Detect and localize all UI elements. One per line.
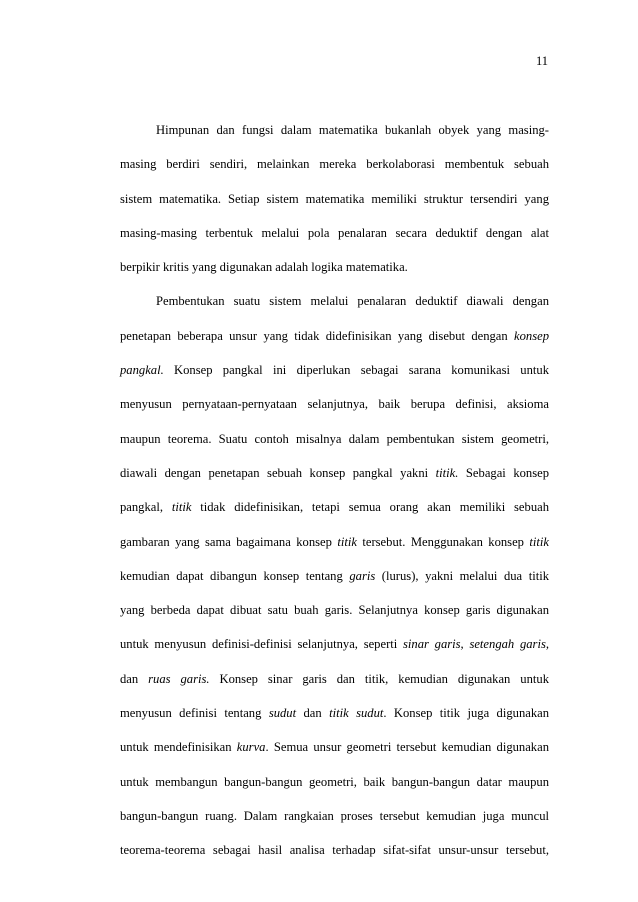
text-line: [120, 704, 549, 723]
text-segment: sistem matematika. Setiap sistem matematika memiliki struktur tersendiri yang: [120, 191, 549, 206]
text-segment: teorema-teorema sebagai hasil analisa terhadap sifat-sifat unsur-unsur tersebut,: [120, 843, 549, 858]
text-segment: menyusun definisi tentang: [120, 706, 269, 721]
text-segment: Konsep pangkal ini diperlukan sebagai sarana komunikasi untuk: [163, 363, 549, 378]
text-line: [120, 292, 549, 311]
text-segment: penetapan beberapa unsur yang tidak didefinisikan yang disebut dengan: [120, 328, 515, 343]
text-segment: yang berbeda dapat dibuat satu buah garis. Selanjutnya konsep garis digunakan: [120, 603, 549, 618]
text-segment: berpikir kritis yang digunakan adalah logika matematika.: [120, 260, 408, 275]
text-line: [120, 498, 549, 517]
italic-term: kurva: [236, 740, 266, 755]
text-line: [120, 533, 549, 552]
text-line: [120, 464, 549, 483]
text-segment: dan: [296, 706, 330, 721]
text-segment: Pembentukan suatu sistem melalui penalaran deduktif diawali dengan: [156, 294, 549, 309]
italic-term: ruas garis.: [148, 671, 210, 686]
text-line: [120, 670, 549, 689]
italic-term: titik sudut: [329, 706, 384, 721]
text-segment: tidak didefinisikan, tetapi semua orang akan memiliki sebuah: [191, 500, 549, 515]
italic-term: titik.: [435, 465, 459, 480]
text-line: [120, 601, 549, 620]
text-segment: menyusun pernyataan-pernyataan selanjutnya, baik berupa definisi, aksioma: [120, 397, 549, 412]
text-line: [120, 155, 549, 174]
italic-term: pangkal.: [120, 363, 164, 378]
text-segment: bangun-bangun ruang. Dalam rangkaian proses tersebut kemudian juga muncul: [120, 808, 549, 823]
text-line: [120, 361, 549, 380]
italic-term: titik: [171, 500, 192, 515]
text-line: [120, 258, 549, 277]
text-line: [120, 327, 549, 346]
text-line: [120, 567, 549, 586]
text-segment: dan: [120, 671, 149, 686]
text-segment: masing berdiri sendiri, melainkan mereka berkolaborasi membentuk sebuah: [120, 157, 549, 172]
text-segment: Konsep sinar garis dan titik, kemudian digunakan untuk: [209, 671, 549, 686]
italic-term: konsep: [514, 328, 549, 343]
italic-term: sinar garis, setengah garis,: [403, 637, 550, 652]
text-line: [120, 190, 549, 209]
text-segment: . Semua unsur geometri tersebut kemudian digunakan: [265, 740, 549, 755]
text-line: [120, 807, 549, 826]
text-segment: Himpunan dan fungsi dalam matematika bukanlah obyek yang masing-: [156, 123, 549, 137]
text-segment: untuk membangun bangun-bangun geometri, baik bangun-bangun datar maupun: [120, 774, 549, 789]
text-line: [120, 773, 549, 792]
text-segment: Sebagai konsep: [458, 465, 550, 480]
text-line: [120, 224, 549, 243]
text-segment: untuk mendefinisikan: [120, 740, 237, 755]
text-segment: (lurus), yakni melalui dua titik: [375, 568, 549, 583]
text-line: [120, 430, 549, 449]
italic-term: sudut: [268, 706, 297, 721]
text-line: [120, 635, 549, 654]
text-segment: maupun teorema. Suatu contoh misalnya dalam pembentukan sistem geometri,: [120, 431, 549, 446]
text-segment: pangkal,: [120, 500, 172, 515]
text-segment: . Konsep titik juga digunakan: [383, 706, 550, 721]
text-line: [120, 121, 549, 140]
text-segment: kemudian dapat dibangun konsep tentang: [120, 568, 350, 583]
text-line: [120, 841, 549, 860]
text-line: [120, 738, 549, 757]
text-line: [120, 395, 549, 414]
text-segment: untuk menyusun definisi-definisi selanjutnya, seperti: [120, 637, 404, 652]
italic-term: garis: [349, 568, 376, 583]
italic-term: titik: [337, 534, 357, 549]
italic-term: titik: [529, 534, 549, 549]
page-number: 11: [535, 54, 548, 68]
text-segment: masing-masing terbentuk melalui pola penalaran secara deduktif dengan alat: [120, 225, 549, 240]
text-segment: gambaran yang sama bagaimana konsep: [120, 534, 338, 549]
body-text: [120, 121, 549, 876]
text-segment: diawali dengan penetapan sebuah konsep pangkal yakni: [120, 465, 436, 480]
text-segment: tersebut. Menggunakan konsep: [356, 534, 530, 549]
